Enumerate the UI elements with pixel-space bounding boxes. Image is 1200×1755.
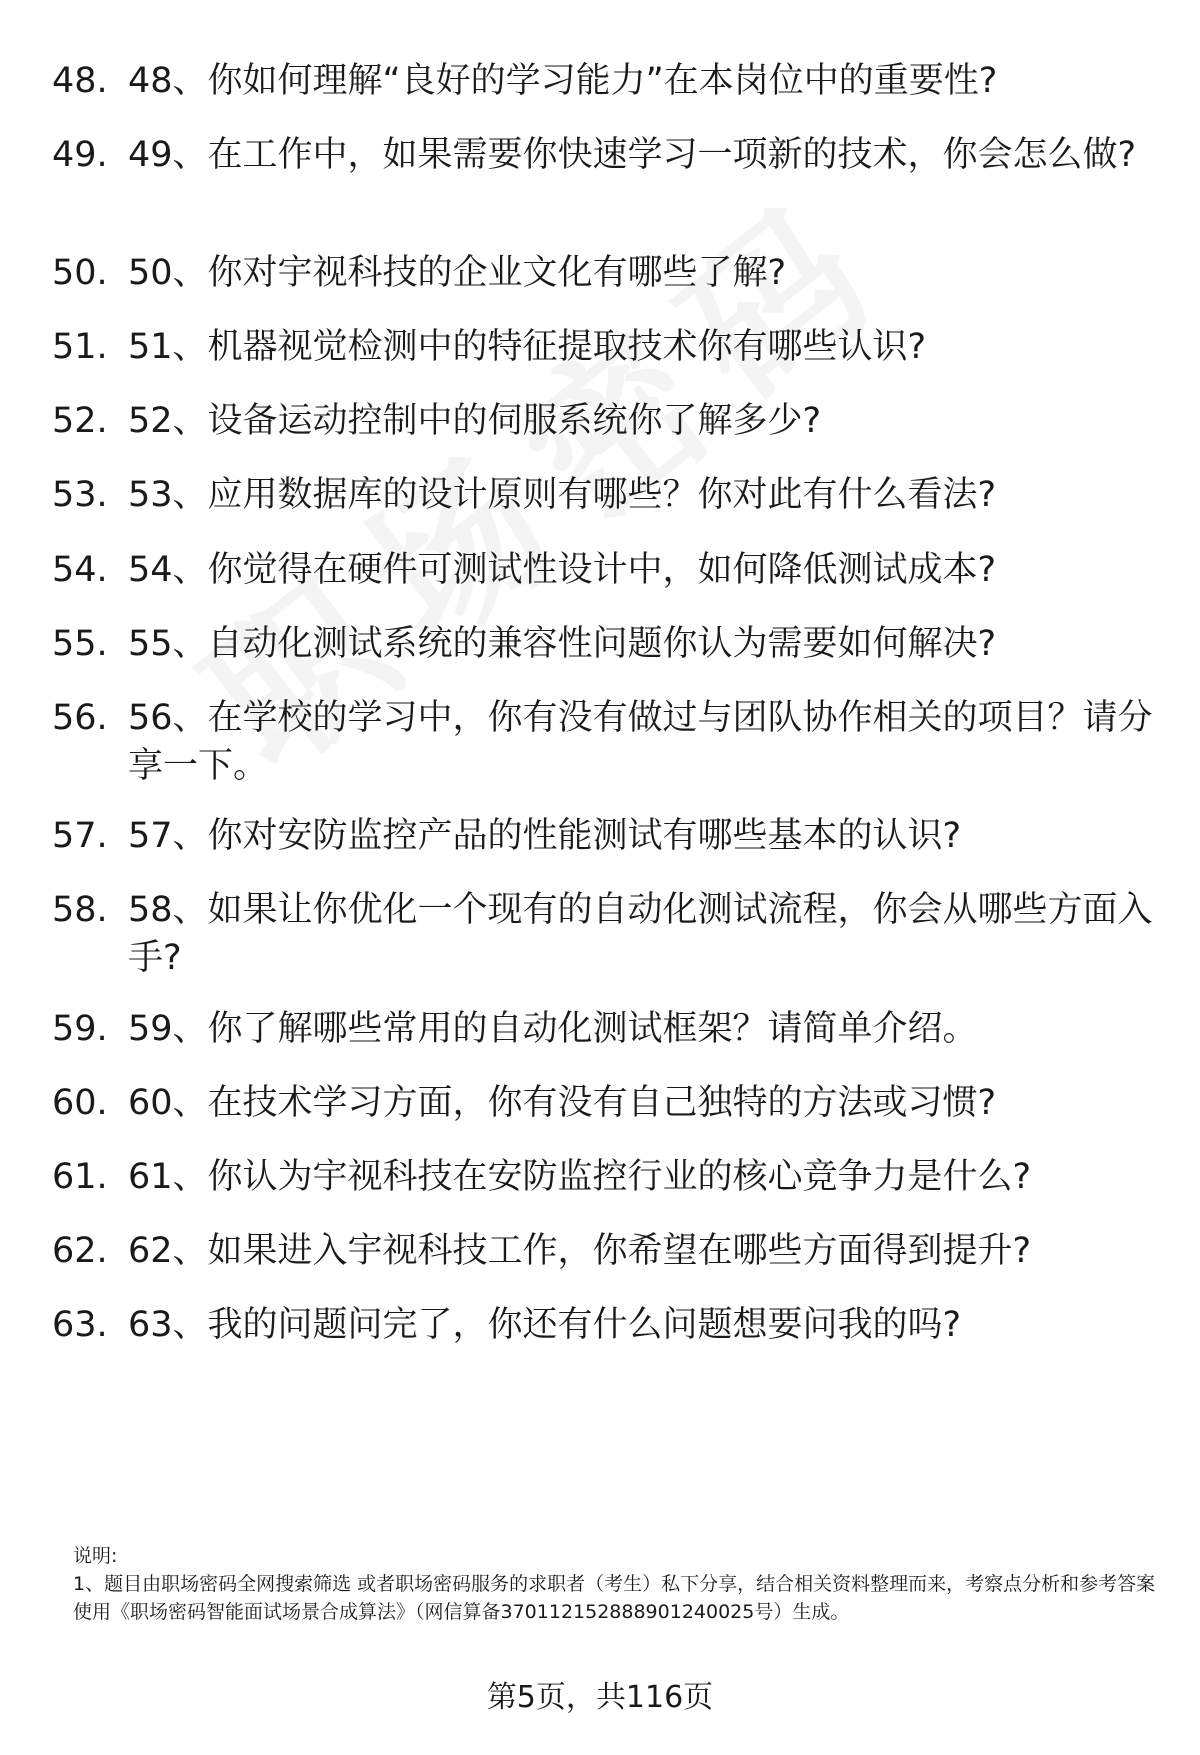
item-number: 54. [52,550,108,590]
question-text: 51、机器视觉检测中的特征提取技术你有哪些认识? [128,327,927,367]
explanation-note [73,1542,1173,1626]
item-number: 61. [52,1157,108,1197]
question-text: 55、自动化测试系统的兼容性问题你认为需要如何解决? [128,624,997,664]
item-number: 59. [52,1009,108,1049]
item-number: 62. [52,1231,108,1271]
item-number: 63. [52,1305,108,1345]
item-number: 50. [52,253,108,293]
item-number: 48. [52,61,108,101]
question-text: 63、我的问题问完了，你还有什么问题想要问我的吗? [128,1305,962,1345]
note-body: 1、题目由职场密码全网搜索筛选 或者职场密码服务的求职者（考生）私下分享，结合相关资料整理而来，考察点分析和参考答案使用《职场密码智能面试场景合成算法》（网信算备370112152888901240025号）生成。 [73,1573,1156,1623]
item-number: 58. [52,890,108,930]
question-text: 59、你了解哪些常用的自动化测试框架？请简单介绍。 [128,1009,978,1049]
question-text: 49、在工作中，如果需要你快速学习一项新的技术，你会怎么做? [128,135,1137,175]
item-number: 57. [52,816,108,856]
item-number: 60. [52,1083,108,1123]
page-number: 第5页，共116页 [486,1680,714,1715]
question-text: 48、你如何理解“良好的学习能力”在本岗位中的重要性? [128,61,998,101]
question-text: 54、你觉得在硬件可测试性设计中，如何降低测试成本? [128,550,997,590]
question-text: 58、如果让你优化一个现有的自动化测试流程，你会从哪些方面入手? [128,890,1153,978]
item-number: 52. [52,401,108,441]
question-text: 57、你对安防监控产品的性能测试有哪些基本的认识? [128,816,962,856]
item-number: 51. [52,327,108,367]
question-text: 52、设备运动控制中的伺服系统你了解多少? [128,401,822,441]
note-title: 说明: [73,1545,118,1567]
item-number: 53. [52,475,108,515]
question-text: 62、如果进入宇视科技工作，你希望在哪些方面得到提升? [128,1231,1032,1271]
item-number: 49. [52,135,108,175]
question-text: 53、应用数据库的设计原则有哪些？你对此有什么看法? [128,475,997,515]
question-text: 60、在技术学习方面，你有没有自己独特的方法或习惯? [128,1083,997,1123]
question-text: 50、你对宇视科技的企业文化有哪些了解? [128,253,787,293]
question-text: 61、你认为宇视科技在安防监控行业的核心竞争力是什么? [128,1157,1032,1197]
question-text: 56、在学校的学习中，你有没有做过与团队协作相关的项目？请分享一下。 [128,698,1153,786]
item-number: 56. [52,698,108,738]
item-number: 55. [52,624,108,664]
